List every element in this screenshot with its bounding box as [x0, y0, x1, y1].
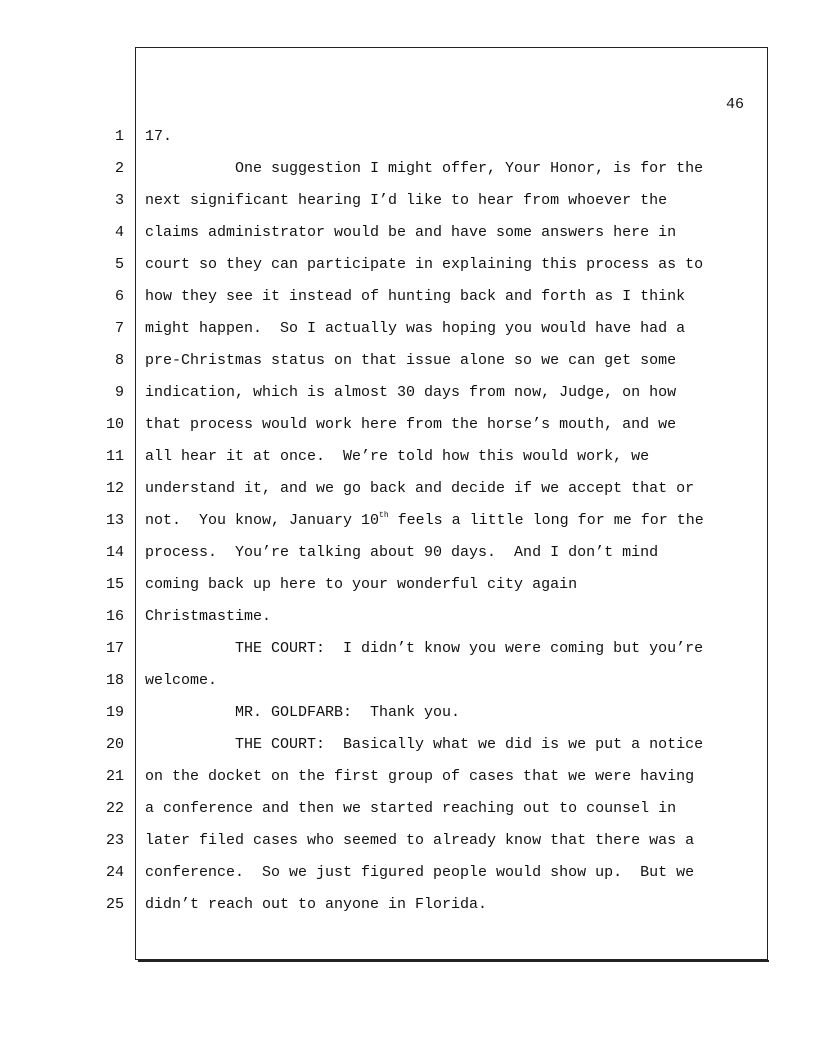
- transcript-line: [0, 441, 816, 473]
- transcript-line: [0, 505, 816, 537]
- line-number: 7: [114, 320, 124, 337]
- line-number: 1: [114, 128, 124, 145]
- line-text: might happen. So I actually was hoping you would have had a: [145, 320, 686, 337]
- transcript-line: [0, 601, 816, 633]
- line-number: 3: [114, 192, 124, 209]
- transcript-line: [0, 729, 816, 761]
- line-text: THE COURT: Basically what we did is we put a notice: [145, 736, 704, 753]
- transcript-line: [0, 633, 816, 665]
- line-number: 24: [105, 864, 124, 881]
- line-text: 17.: [145, 128, 173, 145]
- transcript-line: [0, 217, 816, 249]
- transcript-line: [0, 249, 816, 281]
- line-number: 11: [105, 448, 124, 465]
- line-text: that process would work here from the horse’s mouth, and we: [145, 416, 677, 433]
- transcript-line: [0, 473, 816, 505]
- transcript-line: [0, 697, 816, 729]
- line-text-after: feels a little long for me for the: [388, 512, 704, 529]
- line-number: 12: [105, 480, 124, 497]
- line-number: 5: [114, 256, 124, 273]
- line-number: 8: [114, 352, 124, 369]
- line-text: court so they can participate in explaining this process as to: [145, 256, 704, 273]
- line-text: welcome.: [145, 672, 218, 689]
- transcript-line: [0, 825, 816, 857]
- line-number: 23: [105, 832, 124, 849]
- ordinal-superscript: th: [379, 511, 389, 520]
- line-text: on the docket on the first group of cases that we were having: [145, 768, 695, 785]
- page-number: 46: [725, 96, 744, 113]
- transcript-line: [0, 665, 816, 697]
- line-number: 18: [105, 672, 124, 689]
- transcript-line: [0, 409, 816, 441]
- line-text: how they see it instead of hunting back and forth as I think: [145, 288, 686, 305]
- line-number: 25: [105, 896, 124, 913]
- transcript-line: [0, 345, 816, 377]
- line-number: 10: [105, 416, 124, 433]
- line-text: claims administrator would be and have some answers here in: [145, 224, 677, 241]
- transcript-line: [0, 569, 816, 601]
- transcript-line: [0, 121, 816, 153]
- line-text: MR. GOLDFARB: Thank you.: [145, 704, 461, 721]
- transcript-line: [0, 153, 816, 185]
- line-text: a conference and then we started reaching out to counsel in: [145, 800, 677, 817]
- line-number: 20: [105, 736, 124, 753]
- line-text: pre-Christmas status on that issue alone so we can get some: [145, 352, 677, 369]
- line-number: 2: [114, 160, 124, 177]
- line-number: 14: [105, 544, 124, 561]
- line-number: 6: [114, 288, 124, 305]
- line-text: process. You’re talking about 90 days. And I don’t mind: [145, 544, 659, 561]
- line-text-before: not. You know, January 10: [145, 512, 380, 529]
- transcript-line: [0, 313, 816, 345]
- transcript-line: [0, 793, 816, 825]
- transcript-line: [0, 889, 816, 921]
- line-number: 4: [114, 224, 124, 241]
- line-text: indication, which is almost 30 days from now, Judge, on how: [145, 384, 677, 401]
- line-text: didn’t reach out to anyone in Florida.: [145, 896, 488, 913]
- transcript-line: [0, 857, 816, 889]
- page-border-shadow: [138, 960, 769, 962]
- line-number: 17: [105, 640, 124, 657]
- line-text: understand it, and we go back and decide if we accept that or: [145, 480, 695, 497]
- line-text: conference. So we just figured people would show up. But we: [145, 864, 695, 881]
- line-number: 9: [114, 384, 124, 401]
- line-text: all hear it at once. We’re told how this would work, we: [145, 448, 650, 465]
- line-number: 16: [105, 608, 124, 625]
- transcript-line: [0, 537, 816, 569]
- line-text: coming back up here to your wonderful city again: [145, 576, 578, 593]
- line-number: 19: [105, 704, 124, 721]
- line-text: One suggestion I might offer, Your Honor, is for the: [145, 160, 704, 177]
- line-number: 13: [105, 512, 124, 529]
- line-number: 22: [105, 800, 124, 817]
- line-number: 21: [105, 768, 124, 785]
- line-text: THE COURT: I didn’t know you were coming but you’re: [145, 640, 704, 657]
- line-text: Christmastime.: [145, 608, 272, 625]
- line-text: later filed cases who seemed to already know that there was a: [145, 832, 695, 849]
- transcript-line: [0, 377, 816, 409]
- line-number: 15: [105, 576, 124, 593]
- transcript-line: [0, 185, 816, 217]
- line-text: next significant hearing I’d like to hear from whoever the: [145, 192, 668, 209]
- transcript-line: [0, 761, 816, 793]
- line-text: [145, 505, 704, 537]
- transcript-line: [0, 281, 816, 313]
